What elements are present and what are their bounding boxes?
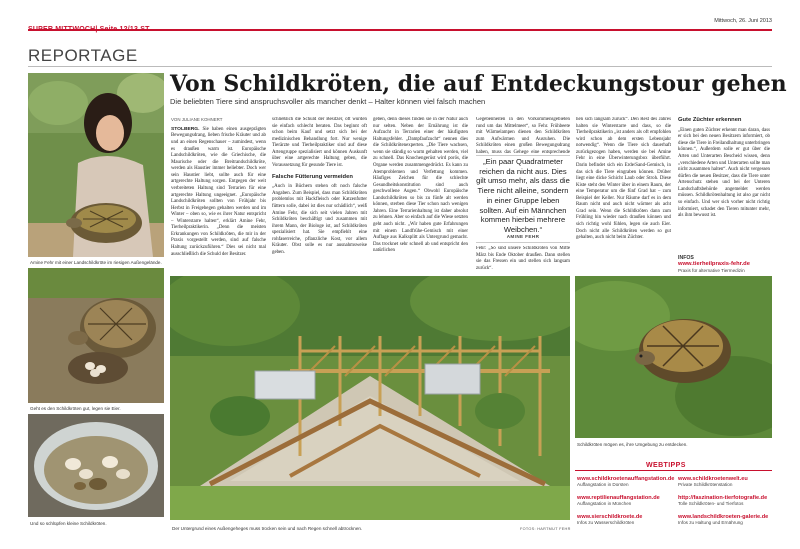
section-rule	[28, 66, 772, 67]
caption-enclosure: Der Untergrund eines Außengeheges muss trocken sein und nach Regen schnell abtrocknen.	[172, 526, 363, 531]
photo-woman-with-tortoise	[28, 73, 164, 257]
caption-hatchlings: Und so schlüpfen kleine Schildkröten.	[30, 521, 107, 526]
header-rule	[28, 29, 772, 31]
photo-eggs	[28, 268, 164, 403]
webtipp-url[interactable]: www.schildkroetenauffangstation.de	[577, 476, 675, 482]
webtipp-desc: Auffangstation in Dorsten	[577, 482, 629, 488]
headline: Von Schildkröten, die auf Entdeckungstour gehen	[170, 71, 787, 97]
webtipp-desc: Infos zu Wasserschildkröten	[577, 520, 635, 526]
webtipp-6[interactable]	[678, 514, 768, 526]
info-description: Praxis für alternative Tiermedizin	[678, 268, 745, 273]
column-3-text: geben, denn dieses finden sie in der Natur auch nur selten. Neben der Ernährung ist die Aufzucht in Terrarien einer der häufigsten Haltungsfehler. „Dampfaufzucht“ nennen dies die Schildkrötenexperten. „Die Tiere wachsen, wenn sie ständig so warm gehalten werden, viel zu schnell. Das Knochengerüst wird porös, die Organe werden zusammengedrückt. Es kann zu Atemproblemen und Verfettung kommen. Häufiges Zeichen für die schlechte Gesundheitskonstitution sind auch geschwollene Augen.“ Obwohl Europäische Landschildkröten so bis zu fünfe alt werden können, sterben diese Tier schon nach wenigen Jahren. Eine Terrarienhaltung ist daher absolut zu lehnen. Aber so einfach auf die Wiese setzten geht auch nicht. „Wir haben gute Erfahrungen mit einem Landfrühe-Gemisch mit einer Auflage aus Kalksplitt als Untergrund gemacht. Das trocknet sehr schnell ab und entspricht den natürlichen	[373, 117, 468, 254]
webtipp-url[interactable]: www.reptilienauffangstation.de	[577, 495, 660, 501]
caption-woman: Amine Fehr mit einer Landschildkröte im riesigen Außengelände.	[30, 260, 162, 265]
issue-date: Mittwoch, 26. Juni 2013	[714, 18, 772, 24]
webtipps-rule	[575, 470, 772, 471]
text-column-3	[373, 117, 468, 273]
text-column-2	[272, 117, 367, 273]
webtipp-desc: Private Schildkrötenstation	[678, 482, 733, 488]
quote-rule-bottom	[476, 242, 570, 243]
text-column-4-bottom	[476, 246, 570, 273]
column-2-text-b: „Auch in Büchern stehen oft noch falsche Angaben. Zum Beispiel, dass man Schildkröten problemlos mit Hackfleisch oder Katzenfutter füttern solle, dabei ist dies nur schädlich“, weiß Amine Fehr, die sich seit vielen Jahren mit Schildkröten beschäftigt und zusammen mit ihrem Mann, der Biologe ist, auf Schildkröten spezialisiert hat. Sie empfiehlt eine rohfaserreiche, pflanzliche Kost, vor allem Kräuter. Obst solle es nur ausnahmsweise geben.	[272, 184, 367, 255]
caption-explore: Schildkröten mögen es, ihre Umgebung zu entdecken.	[577, 442, 688, 447]
column-2-text-a: schließlich die Schuld der Besitzer, oft würden sie einfach schlecht beraten. Das beginnt oft schon beim Kauf und setzt sich bei der medizinischen Behandlung fort. Nur wenige Tierärzte und Tierheilpraktiker sind auf diese Artengruppe spezialisiert und können Auskunft über eine artgerechte Haltung geben, die Voraussetzung für gesunde Tiere ist.	[272, 117, 367, 168]
photo-exploring-tortoise	[575, 276, 772, 438]
column-2-subhead: Falsche Fütterung vermeiden	[272, 173, 353, 180]
webtipp-4[interactable]	[678, 495, 767, 507]
quote-author: AMINE FEHR	[506, 234, 540, 239]
column-1-text: Sie haben einen ausgeprägten Bewegungsdrang, lieben frische Kräuter und ab und an einen Regenschauer – zumindest, wenn es draußen warm ist. Europäische Landschildkröten, wie die Griechische, die Maurische oder die Breitrandschildkröte, werden als Haustier immer beliebter. Doch wer sein Haustier liebt, sollte auch für eine artgerechte Haltung sorgen. Entgegen der weit verbreiteten Haltung sind Terrarien für eine artgerechte Haltung ungeeignet. „Europäische Landschildkröten sollten von Frühjahr bis Herbst in Freigehegen gehalten werden und im Winter – oben so, wie es ihrer Natur entspricht – Winterstarre halten“, erklärt Amine Fehr, Tierheilpraktikerin. „Denn die meisten Erkrankungen von Schildkröten, die mir in der Praxis vorgestellt werden, sind auf falsche Haltung zurückzuführen.“ Dies sei nicht mal ausschließlich die Schuld der Besitzer.	[171, 126, 266, 257]
text-column-5	[576, 117, 671, 273]
text-column-4-top	[476, 117, 570, 155]
webtipp-url[interactable]: www.schildkroetenwelt.eu	[678, 476, 748, 482]
webtipp-url[interactable]: www.landschildkroeten-galerie.de	[678, 514, 769, 520]
dateline: STOLBERG.	[171, 126, 200, 132]
info-link[interactable]: www.tierheilpraxis-fehr.de	[678, 261, 750, 267]
photo-credit: FOTOS: HARTMUT FEHR	[520, 527, 571, 531]
webtipp-desc: Auffangstation in München	[577, 501, 632, 507]
column-6-subhead: Gute Züchter erkennen	[678, 117, 742, 123]
section-title: REPORTAGE	[28, 46, 138, 65]
pull-quote: „Ein paar Quadratmeter reichen da nicht aus. Dies gilt umso mehr, als dass die Tiere nicht alleine, sondern in einer Gruppe leben sollten. Auf ein Männchen kommen hierbei mehrere Weibchen.“	[476, 157, 570, 235]
quote-rule-top	[476, 155, 570, 156]
info-label: INFOS	[678, 255, 694, 261]
column-4-text: Gegebenheiten in den Vorkommensgebieten rund um das Mittelmeer“, so Fehr. Frühbeete mit Wärmelampen dienen den Schildkröten zum Aufwärmen und Ausruhen. Die Schildkröten einen großen Bewegungsdrang haben, muss das Gehege eine entsprechende	[476, 117, 570, 155]
brand	[28, 18, 150, 36]
webtipp-1[interactable]	[577, 476, 674, 488]
column-5-text: hen sich langsam zurück“. Den Rest des Jahres halten sie Winterstarre und dass, so die Tierheilpraktikerin „ist anders als oft empfohlen wird schon ab dem ersten Lebensjahr notwendig“. Wenn die Tiere sich dauerhaft zurückgezogen haben, werden sie bei Amine Fehr in eine Überwinterungsbox überführt. Darin befindet sich ein Erde/Sand-Gemisch, in das sich die Tiere eingraben können. Drüber liegt eine dicke Schicht Laub oder Stroh. Diese Kiste steht den Winter über in einem Raum, der eine Temperatur um die fünf Grad hat – zum Beispiel der Keller. Nur Räume darf es in dem Raum nicht und auch nicht wärmer als acht Grad sein. Wenn die Schildkröten dann zum Frühling hin wieder nach draußen können und sich richtig wohl fühlen, legen sie auch Eier. Doch nicht alle Schildkröten werden so gut gehalten, auch nicht beim Züchter.	[576, 117, 671, 241]
text-column-1	[171, 117, 266, 273]
text-column-6	[678, 117, 770, 253]
webtipp-desc: Tolle Schildkröten- und Tierfotos	[678, 501, 744, 507]
column-6-text: „Einen guten Züchter erkennt man daran, dass er sich bei den neuen Besitzern informiert, ob diese die Tiere in Freilandhaltung unterbringen können.“, Außerdem solle er gut über die Arten und Unterarten Bescheid wissen, denn „verschiedene Arten und Unterarten sollte man nicht zusammen halten“. Auch nicht vergessen dürfen die neuen Besitzer, dass die Tiere unter Artenschutz stehen und bei der Unteren Landschaftsbehörde angemeldet werden müssen. Schildkrötenhaltung ist also gar nicht so einfach. Und wer sich vorher nicht richtig informiert, schadet den Tieren mitunter mehr, als ihm bewusst ist.	[678, 127, 770, 219]
webtipp-url[interactable]: www.sierschildkroete.de	[577, 514, 643, 520]
webtipp-url[interactable]: http://faszination-tierfotografie.de	[678, 495, 768, 501]
photo-hatchlings	[28, 414, 164, 517]
caption-eggs: Geht es den Schildkröten gut, legen sie Eier.	[30, 406, 121, 411]
byline: VON JULIANE KOHNERT	[171, 117, 223, 122]
webtipp-3[interactable]	[577, 495, 660, 507]
column-4-text-b: Fehr: „So sind unsere Schildkröten von Mitte März bis Ende Oktober draußen. Dann stellen sie das Fressen ein und stellen sich langsam zurück“.	[476, 246, 570, 271]
webtipp-5[interactable]	[577, 514, 642, 526]
subheadline: Die beliebten Tiere sind anspruchsvoller als mancher denkt – Halter können viel falsch machen	[170, 97, 486, 106]
webtipp-2[interactable]	[678, 476, 748, 488]
photo-enclosure	[170, 276, 570, 520]
webtipp-desc: Infos zu Haltung und Ernährung	[678, 520, 743, 526]
webtipps-title: WEBTIPPS	[646, 462, 686, 469]
